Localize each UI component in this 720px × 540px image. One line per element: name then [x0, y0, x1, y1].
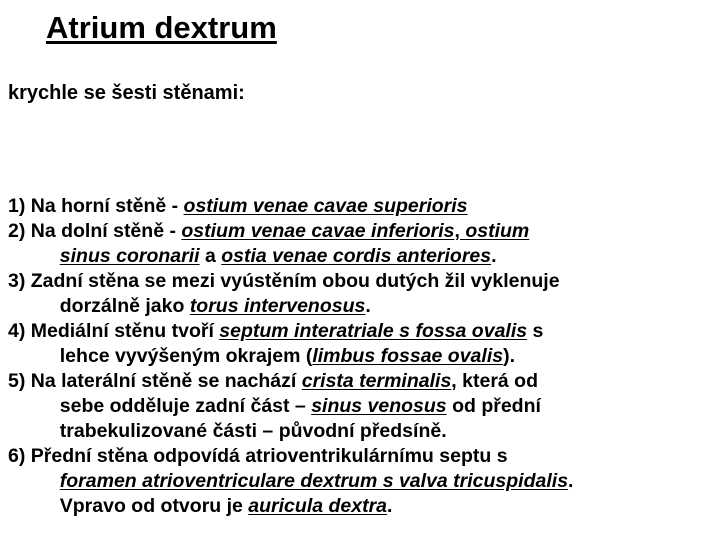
text-segment: trabekulizované části – původní předsíně. [59, 420, 447, 442]
latin-term: sinus venosus [311, 395, 447, 417]
text-segment: . [387, 495, 393, 517]
continuation-line [31, 394, 713, 419]
list-item-number: 4) [8, 320, 31, 342]
text-segment: ). [503, 345, 516, 367]
list-item [8, 219, 713, 269]
text-segment: sebe odděluje zadní část – [59, 395, 312, 417]
list-item-text [31, 219, 713, 269]
wall-list [8, 194, 713, 519]
text-segment: lehce vyvýšeným okrajem ( [59, 345, 313, 367]
first-line [31, 269, 713, 294]
text-segment: Přední stěna odpovídá atrioventrikulárnímu septu s [30, 445, 508, 467]
latin-term: ostium venae cavae superioris [183, 195, 468, 217]
text-segment: Zadní stěna se mezi vyústěním obou dutých žil vyklenuje [30, 270, 560, 292]
list-item-number: 5) [8, 370, 31, 392]
text-segment: Na horní stěně - [30, 195, 184, 217]
continuation-line [31, 419, 713, 444]
first-line [31, 319, 713, 344]
first-line [31, 369, 713, 394]
continuation-line [31, 294, 713, 319]
latin-term: ostium [465, 220, 530, 242]
text-segment: od přední [446, 395, 541, 417]
list-item [8, 319, 713, 369]
latin-term: sinus coronarii [59, 245, 200, 267]
first-line [31, 194, 713, 219]
continuation-line [31, 344, 713, 369]
list-item-text [31, 369, 713, 444]
list-item-text [31, 444, 713, 519]
list-item-number: 6) [8, 445, 31, 467]
latin-term: torus intervenosus [189, 295, 366, 317]
text-segment: , [454, 220, 466, 242]
text-segment: Na laterální stěně se nachází [30, 370, 302, 392]
continuation-line [31, 244, 713, 269]
list-item-number: 3) [8, 270, 31, 292]
list-item-text [31, 319, 713, 369]
list-item [8, 194, 713, 219]
list-item-text [31, 269, 713, 319]
first-line [31, 444, 713, 469]
text-segment: dorzálně jako [59, 295, 190, 317]
latin-term: limbus fossae ovalis [312, 345, 504, 367]
list-item [8, 444, 713, 519]
latin-term: foramen atrioventriculare dextrum s valva tricuspidalis [59, 470, 569, 492]
list-item [8, 369, 713, 444]
latin-term: ostia venae cordis anteriores [221, 245, 492, 267]
intro-text: krychle se šesti stěnami: [8, 82, 245, 104]
latin-term: septum interatriale s fossa ovalis [219, 320, 528, 342]
text-segment: Mediální stěnu tvoří [30, 320, 220, 342]
latin-term: auricula dextra [248, 495, 388, 517]
text-segment: a [199, 245, 222, 267]
text-segment: . [568, 470, 574, 492]
list-item-number: 2) [8, 220, 31, 242]
text-segment: Na dolní stěně - [30, 220, 182, 242]
text-segment: , která od [451, 370, 538, 392]
first-line [31, 219, 713, 244]
slide-title: Atrium dextrum [46, 10, 277, 45]
text-segment: Vpravo od otvoru je [59, 495, 249, 517]
text-segment: . [491, 245, 497, 267]
text-segment: . [365, 295, 371, 317]
latin-term: crista terminalis [301, 370, 452, 392]
latin-term: ostium venae cavae inferioris [181, 220, 455, 242]
continuation-line [31, 494, 713, 519]
list-item-text [31, 194, 713, 219]
list-item-number: 1) [8, 195, 31, 217]
text-segment: s [527, 320, 544, 342]
continuation-line [31, 469, 713, 494]
list-item [8, 269, 713, 319]
